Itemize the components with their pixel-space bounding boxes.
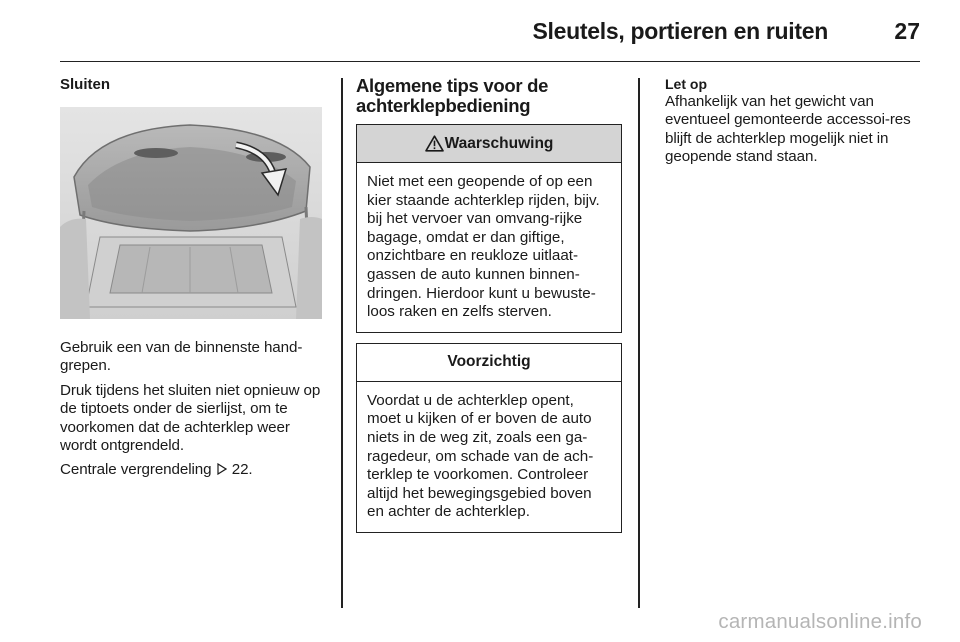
column-divider-right xyxy=(638,78,640,608)
watermark-text: carmanualsonline.info xyxy=(718,610,922,633)
paragraph-central-locking xyxy=(60,461,326,479)
warning-box-title: Waarschuwing xyxy=(444,134,554,152)
column-general-tips xyxy=(356,76,622,533)
page-reference-arrow-icon xyxy=(217,462,227,474)
section-heading-closing: Sluiten xyxy=(60,76,111,93)
section-heading-general-tips: Algemene tips voor de achterklepbediening xyxy=(356,75,549,116)
warning-box-header xyxy=(357,125,621,163)
column-note xyxy=(665,76,925,167)
column-divider-left xyxy=(341,78,343,608)
caution-box-header xyxy=(357,344,621,382)
warning-triangle-icon xyxy=(425,135,444,152)
note-text: Afhankelijk van het gewicht van eventueel gemonteerde accessoi-res blijft de achterklep mogelijk niet in geopende stand staan. xyxy=(665,93,911,166)
tailgate-closing-photo xyxy=(60,107,322,319)
page-number: 27 xyxy=(894,18,920,44)
page-header xyxy=(60,16,920,62)
paragraph-handgrips: Gebruik een van de binnenste hand-grepen. xyxy=(60,339,303,375)
column-closing xyxy=(60,76,326,480)
caution-box-text: Voordat u de achterklep opent, moet u kijken of er boven de auto niets in de weg zit, zoals een ga-ragedeur, om schade van de ach-terklep te voorkomen. Controleer altijd het bewegingsgebied boven en achter de achterklep. xyxy=(367,391,594,521)
central-locking-page-ref[interactable]: 22. xyxy=(231,461,253,479)
note-title: Let op xyxy=(665,76,707,92)
paragraph-tip-button: Druk tijdens het sluiten niet opnieuw op de tiptoets onder de sierlijst, om te voorkomen dat de achterklep weer wordt ontgrendeld. xyxy=(60,381,321,455)
warning-box xyxy=(356,124,622,333)
caution-box xyxy=(356,343,622,533)
page-title: Sleutels, portieren en ruiten xyxy=(532,18,828,44)
central-locking-label: Centrale vergrendeling xyxy=(60,461,212,479)
caution-box-title: Voorzichtig xyxy=(447,353,531,371)
warning-box-text: Niet met een geopende of op een kier staande achterklep rijden, bijv. bij het vervoer van omvang-rijke bagage, omdat er dan giftige, onzichtbare en reukloze uitlaat-gassen de auto kunnen binnen-dringen. Hierdoor kunt u bewuste-loos raken en zelfs sterven. xyxy=(367,173,600,321)
tailgate-illustration xyxy=(60,107,322,319)
